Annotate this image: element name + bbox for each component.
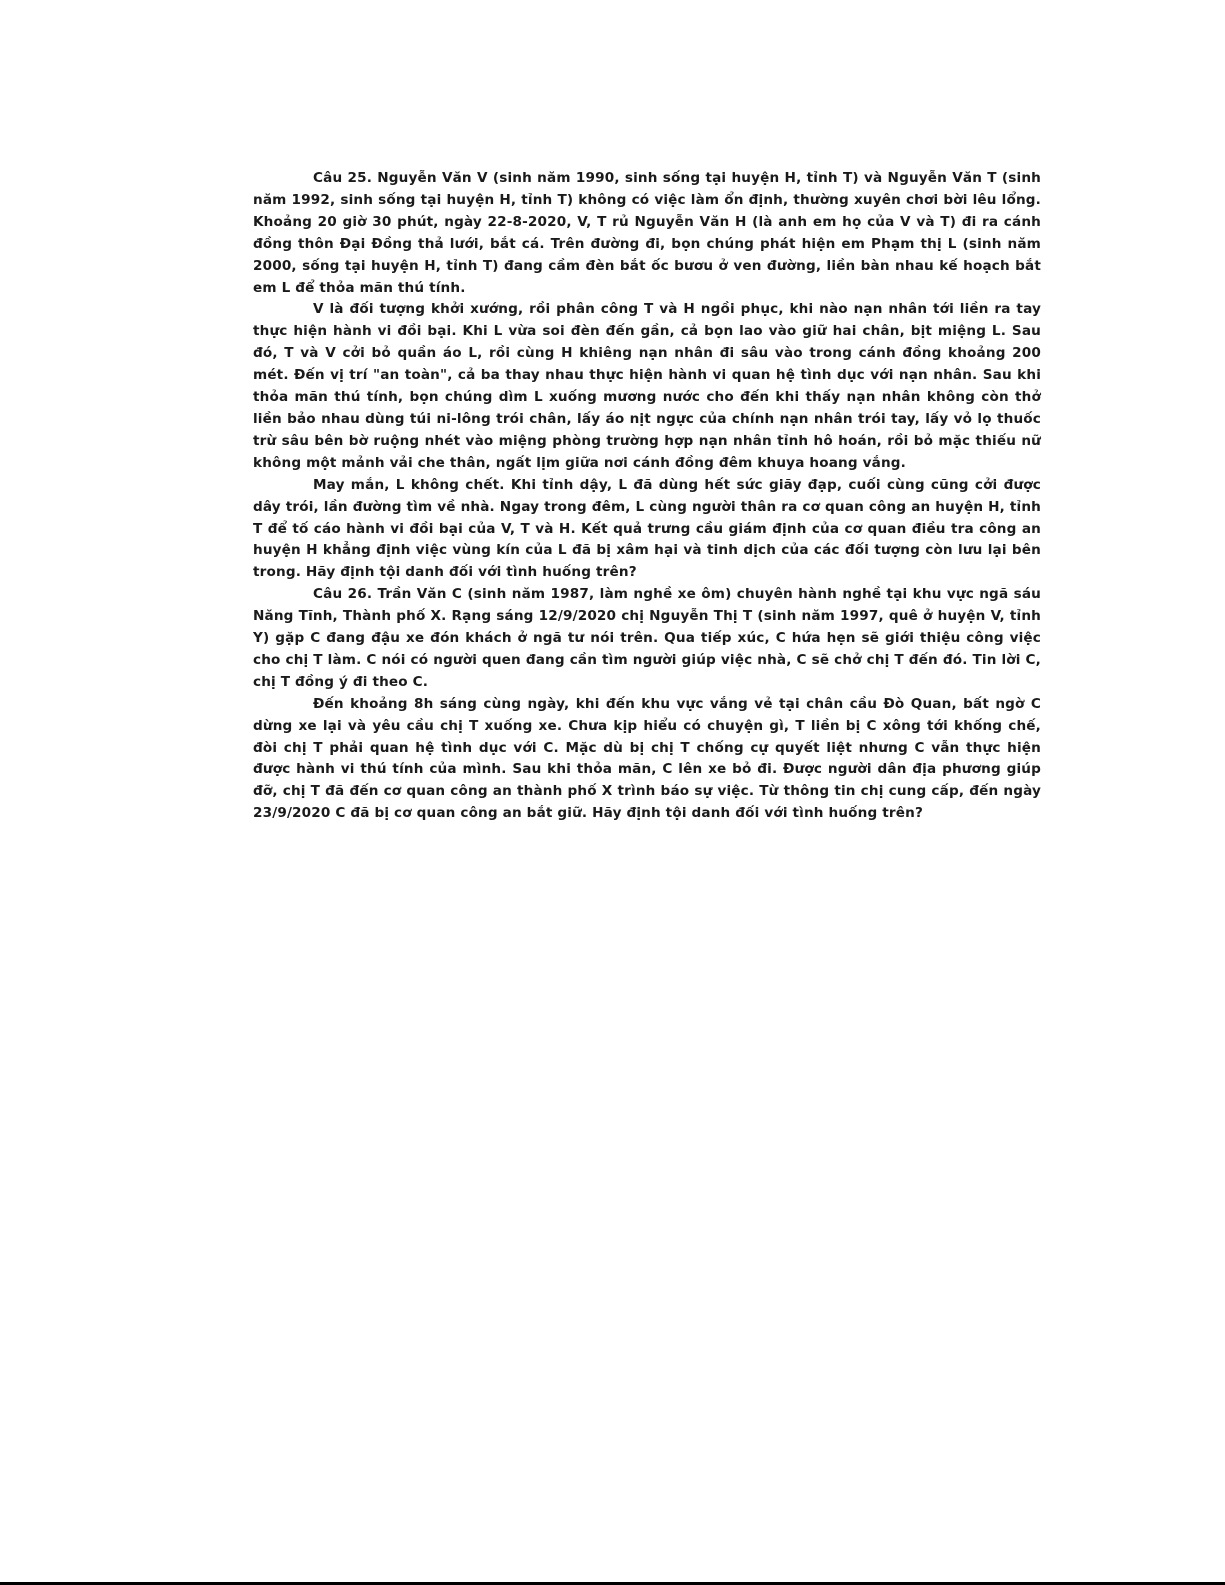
paragraph-cau-25-intro: Câu 25. Nguyễn Văn V (sinh năm 1990, sinh sống tại huyện H, tỉnh T) và Nguyễn Văn T (sinh năm 1992, sinh sống tại huyện H, tỉnh T) không có việc làm ổn định, thường xuyên chơi bời lêu lổng. Khoảng 20 giờ 30 phút, ngày 22-8-2020, V, T rủ Nguyễn Văn H (là anh em họ của V và T) đi ra cánh đồng thôn Đại Đồng thả lưới, bắt cá. Trên đường đi, bọn chúng phát hiện em Phạm thị L (sinh năm 2000, sống tại huyện H, tỉnh T) đang cầm đèn bắt ốc bươu ở ven đường, liền bàn nhau kế hoạch bắt em L để thỏa mãn thú tính. — [253, 170, 1041, 296]
paragraph-cau-26-intro: Câu 26. Trần Văn C (sinh năm 1987, làm nghề xe ôm) chuyên hành nghề tại khu vực ngã sáu Năng Tĩnh, Thành phố X. Rạng sáng 12/9/2020 chị Nguyễn Thị T (sinh năm 1997, quê ở huyện V, tỉnh Y) gặp C đang đậu xe đón khách ở ngã tư nói trên. Qua tiếp xúc, C hứa hẹn sẽ giới thiệu công việc cho chị T làm. C nói có người quen đang cần tìm người giúp việc nhà, C sẽ chở chị T đến đó. Tin lời C, chị T đồng ý đi theo C. — [253, 586, 1041, 690]
document-body — [253, 168, 1041, 825]
paragraph-cau-26-events: Đến khoảng 8h sáng cùng ngày, khi đến khu vực vắng vẻ tại chân cầu Đò Quan, bất ngờ C dừng xe lại và yêu cầu chị T xuống xe. Chưa kịp hiểu có chuyện gì, T liền bị C xông tới khống chế, đòi chị T phải quan hệ tình dục với C. Mặc dù bị chị T chống cự quyết liệt nhưng C vẫn thực hiện được hành vi thú tính của mình. Sau khi thỏa mãn, C lên xe bỏ đi. Được người dân địa phương giúp đỡ, chị T đã đến cơ quan công an thành phố X trình báo sự việc. Từ thông tin chị cung cấp, đến ngày 23/9/2020 C đã bị cơ quan công an bắt giữ. Hãy định tội danh đối với tình huống trên? — [253, 695, 1041, 822]
paragraph-cau-25-events: V là đối tượng khởi xướng, rồi phân công T và H ngồi phục, khi nào nạn nhân tới liền ra tay thực hiện hành vi đồi bại. Khi L vừa soi đèn đến gần, cả bọn lao vào giữ hai chân, bịt miệng L. Sau đó, T và V cởi bỏ quần áo L, rồi cùng H khiêng nạn nhân đi sâu vào trong cánh đồng khoảng 200 mét. Đến vị trí "an toàn", cả ba thay nhau thực hiện hành vi quan hệ tình dục với nạn nhân. Sau khi thỏa mãn thú tính, bọn chúng dìm L xuống mương nước cho đến khi thấy nạn nhân không còn thở liền bảo nhau dùng túi ni-lông trói chân, lấy áo nịt ngực của chính nạn nhân trói tay, lấy vỏ lọ thuốc trừ sâu bên bờ ruộng nhét vào miệng phòng trường hợp nạn nhân tỉnh hô hoán, rồi bỏ mặc thiếu nữ không một mảnh vải che thân, ngất lịm giữa nơi cánh đồng đêm khuya hoang vắng. — [253, 301, 1041, 471]
paragraph-cau-25-outcome: May mắn, L không chết. Khi tỉnh dậy, L đã dùng hết sức giãy đạp, cuối cùng cũng cởi được dây trói, lần đường tìm về nhà. Ngay trong đêm, L cùng người thân ra cơ quan công an huyện H, tỉnh T để tố cáo hành vi đồi bại của V, T và H. Kết quả trưng cầu giám định của cơ quan điều tra công an huyện H khẳng định việc vùng kín của L đã bị xâm hại và tinh dịch của các đối tượng còn lưu lại bên trong. Hãy định tội danh đối với tình huống trên? — [253, 476, 1041, 581]
